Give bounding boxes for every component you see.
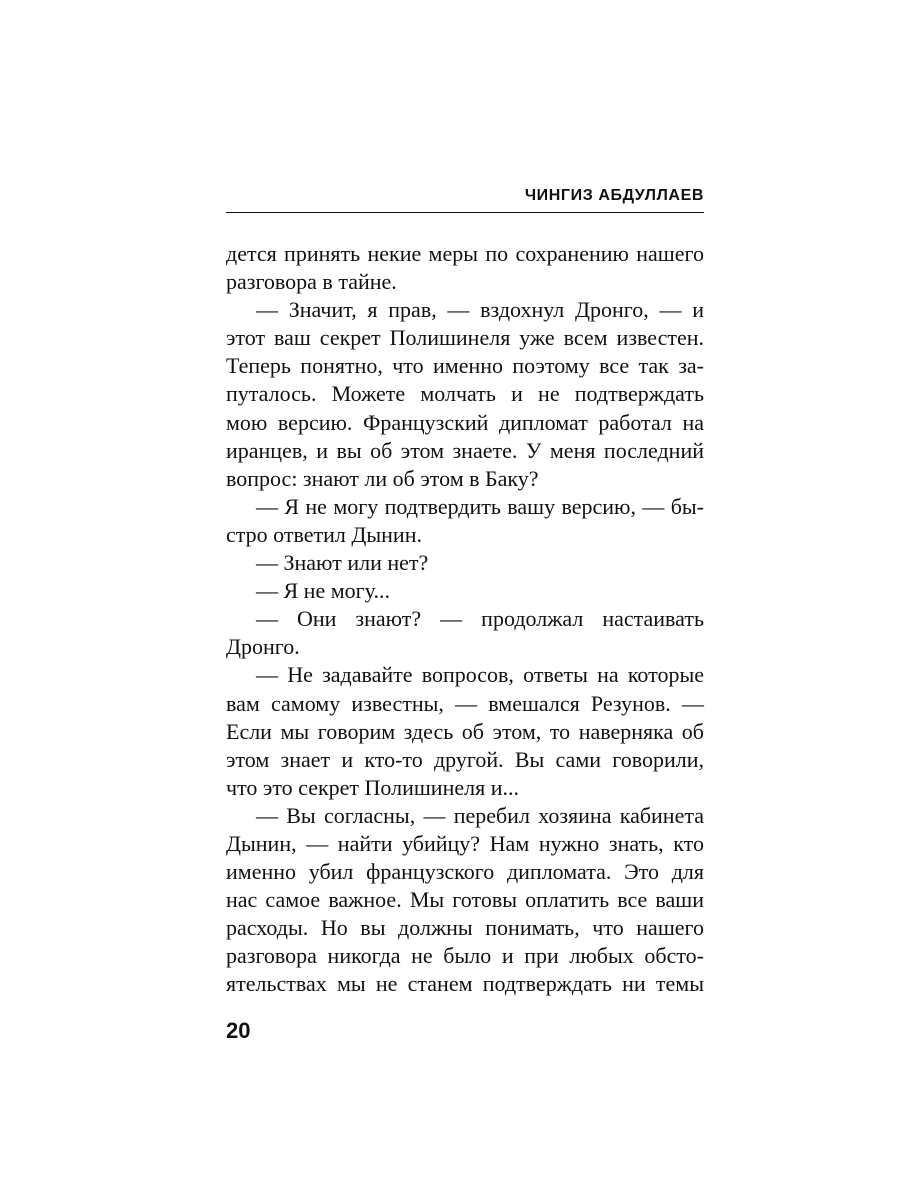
page-number: 20 <box>226 1018 251 1043</box>
text-line: иранцев, и вы об этом знаете. У меня последний <box>226 437 704 463</box>
text-line: разговора никогда не было и при любых обсто- <box>226 943 704 969</box>
text-line: расходы. Но вы должны понимать, что нашего <box>226 915 704 941</box>
header-rule <box>226 212 704 213</box>
text-line: мою версию. Французский дипломат работал на <box>226 409 704 435</box>
text-line: — Вы согласны, — перебил хозяина кабинета <box>256 802 704 828</box>
text-line: — Они знают? — продолжал настаивать <box>256 606 704 632</box>
text-line: — Знают или нет? <box>256 550 429 576</box>
text-line: Если мы говорим здесь об этом, то наверняка об <box>226 718 704 744</box>
text-line: разговора в тайне. <box>226 269 397 295</box>
text-line: вам самому известны, — вмешался Резунов. — <box>226 690 704 716</box>
text-line: Дронго. <box>226 634 300 660</box>
text-line: этом знает и кто-то другой. Вы сами говорили, <box>226 746 704 772</box>
text-line: дется принять некие меры по сохранению нашего <box>226 241 704 266</box>
text-line: ятельствах мы не станем подтверждать ни темы <box>226 971 704 997</box>
text-line: именно убил французского дипломата. Это для <box>226 859 704 885</box>
text-line: Дынин, — найти убийцу? Нам нужно знать, кто <box>226 830 704 856</box>
running-head-author: ЧИНГИЗ АБДУЛЛАЕВ <box>524 187 704 204</box>
text-line: нас самое важное. Мы готовы оплатить все ваши <box>226 887 704 913</box>
text-line: вопрос: знают ли об этом в Баку? <box>226 465 539 491</box>
text-line: этот ваш секрет Полишинеля уже всем известен. <box>226 325 704 351</box>
text-line: стро ответил Дынин. <box>226 521 422 547</box>
text-line: путалось. Можете молчать и не подтверждать <box>226 381 704 407</box>
text-line: — Я не могу... <box>256 578 390 604</box>
text-line: — Не задавайте вопросов, ответы на которые <box>256 662 704 688</box>
text-line: Теперь понятно, что именно поэтому все так за- <box>226 353 704 379</box>
text-line: что это секрет Полишинеля и... <box>226 774 519 800</box>
body-text <box>226 240 704 999</box>
text-line: — Значит, я прав, — вздохнул Дронго, — и <box>256 297 704 323</box>
text-line: — Я не могу подтвердить вашу версию, — бы- <box>256 493 704 519</box>
